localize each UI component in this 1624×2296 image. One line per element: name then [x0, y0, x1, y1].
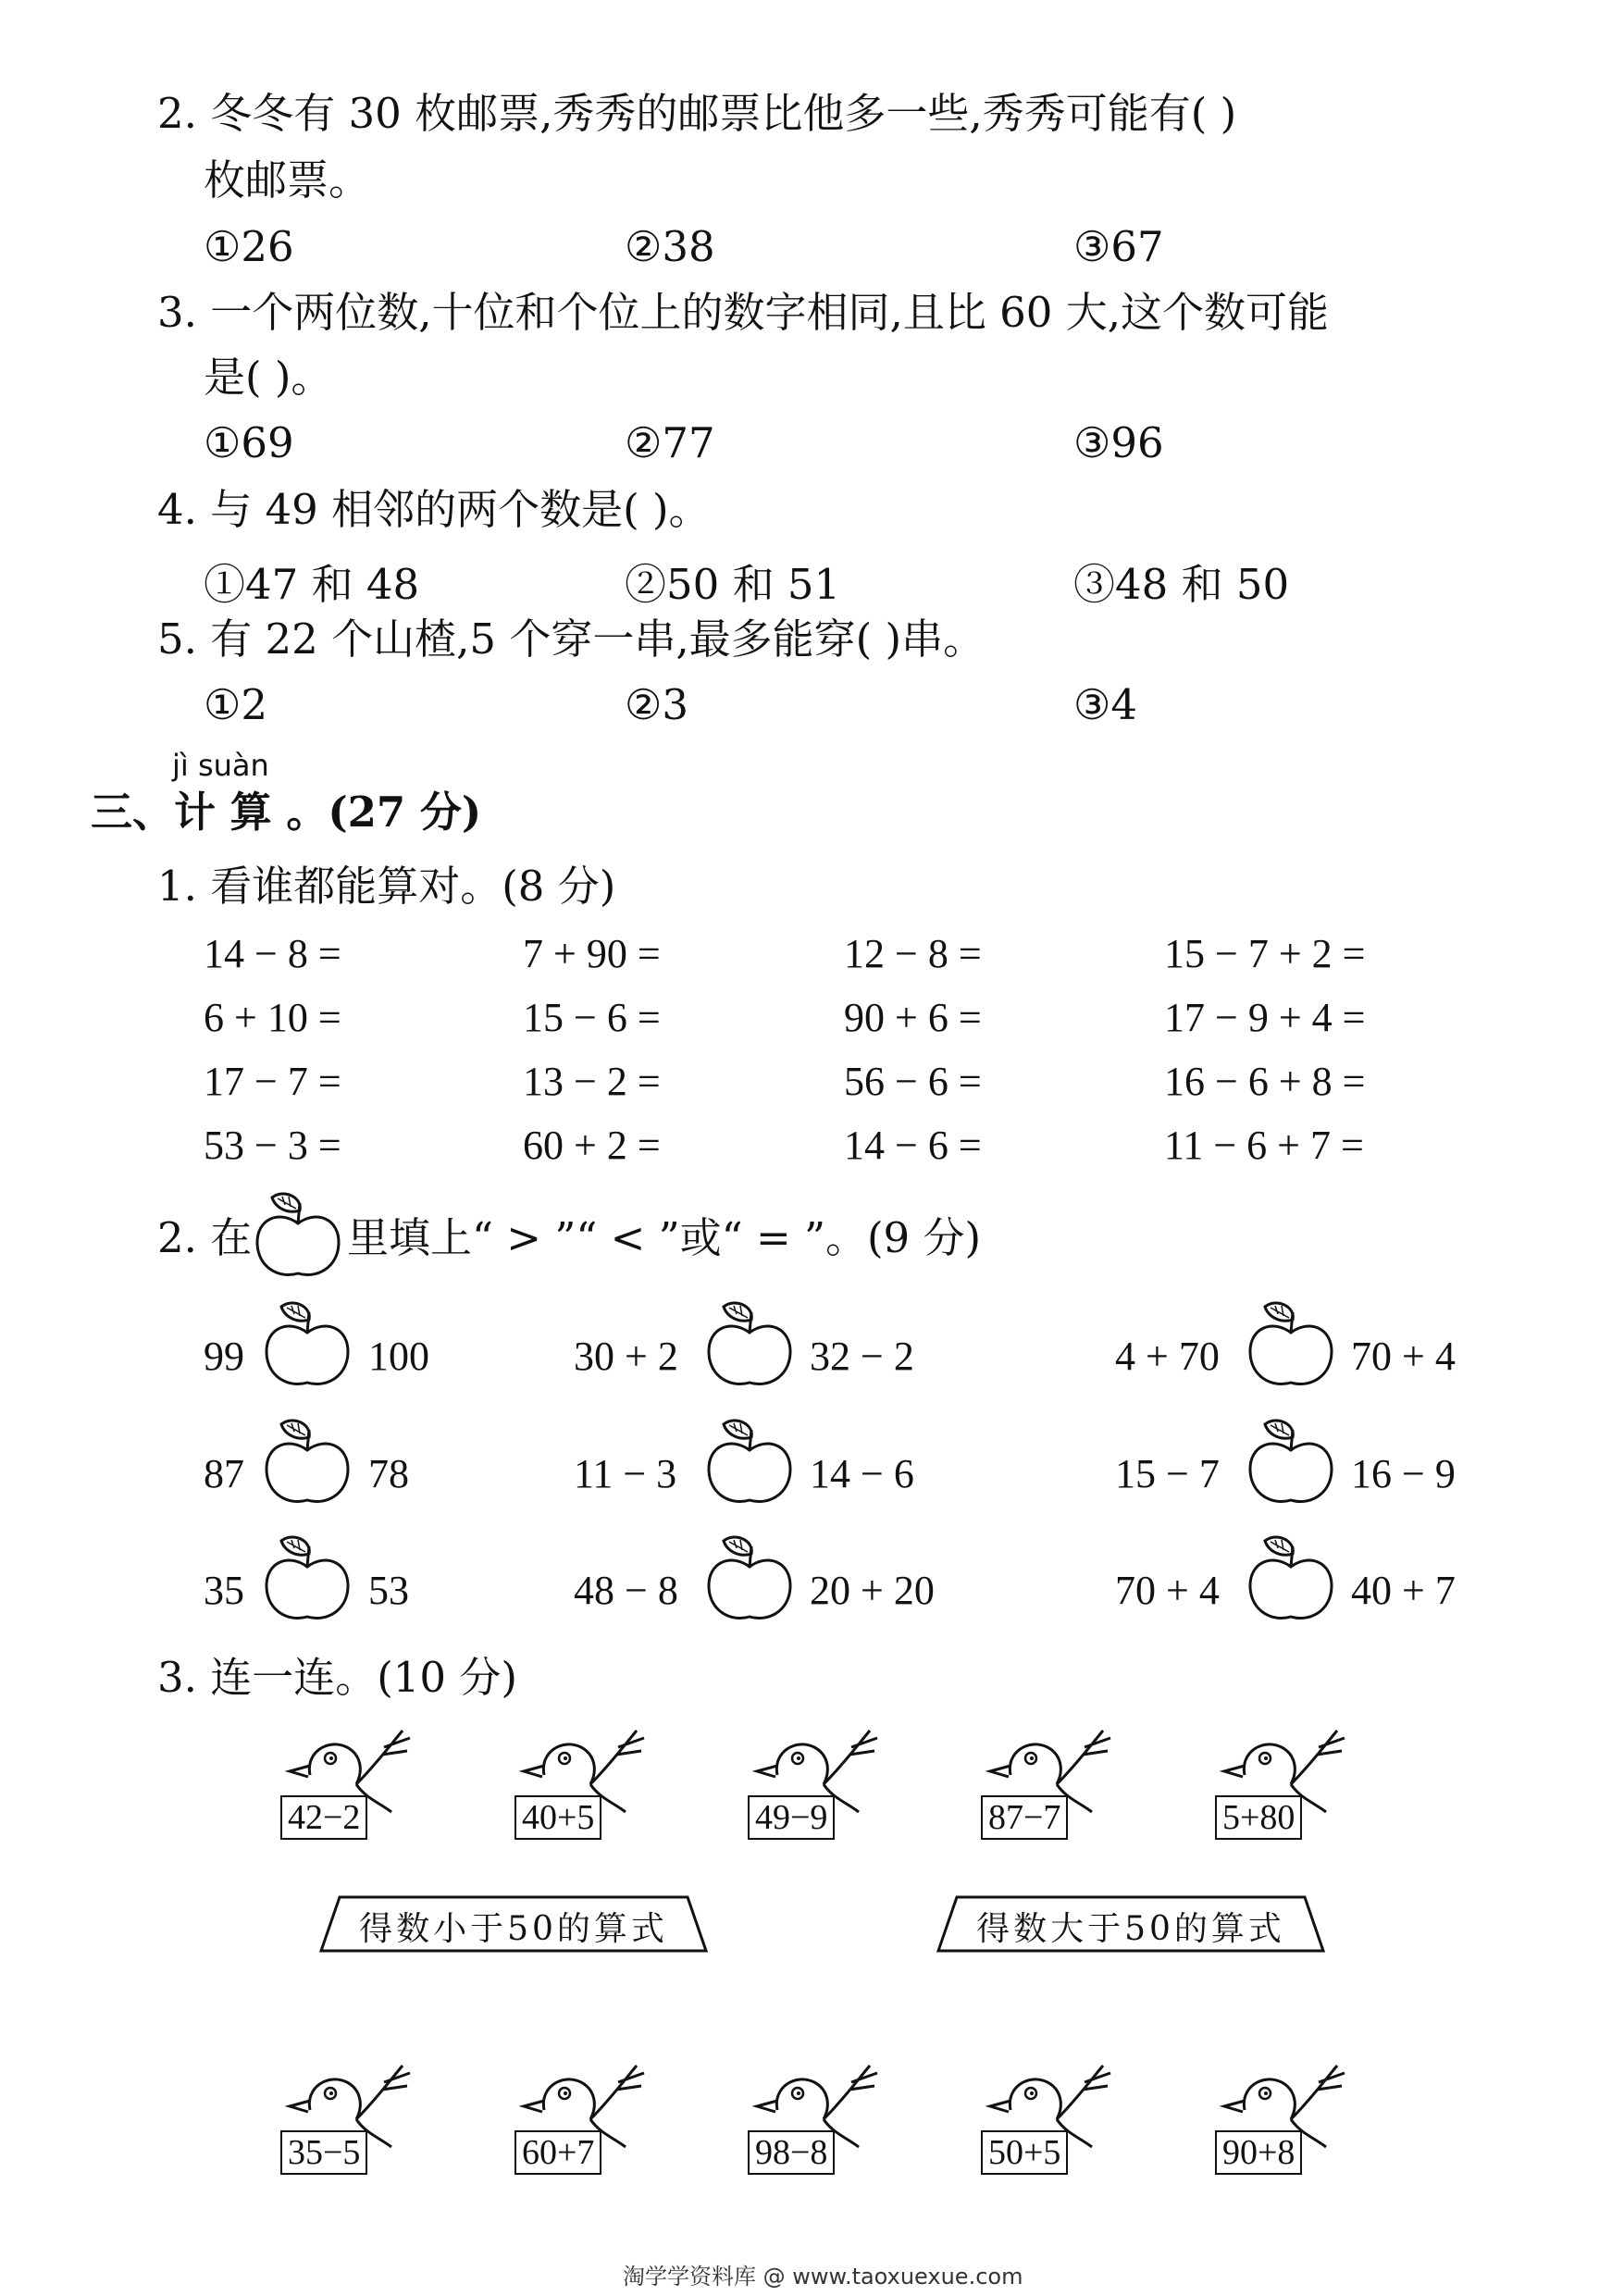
bird-expression: 49−9: [748, 1795, 835, 1840]
q3-option-1[interactable]: ①69: [204, 418, 294, 467]
bird-card[interactable]: [273, 1710, 421, 1849]
q2-option-2[interactable]: ②38: [625, 222, 715, 271]
q5-option-3[interactable]: ③4: [1073, 680, 1137, 729]
bird-expression: 90+8: [1215, 2130, 1302, 2175]
calc-item: 53 − 3 =: [204, 1123, 341, 1168]
compare-right: 40 + 7: [1351, 1568, 1456, 1613]
q3-option-2[interactable]: ②77: [625, 418, 715, 467]
compare-left: 99: [204, 1334, 244, 1379]
compare-left: 48 − 8: [574, 1568, 678, 1613]
compare-left: 35: [204, 1568, 244, 1613]
bird-card[interactable]: [1208, 2045, 1356, 2184]
q4-option-3[interactable]: ③48 和 50: [1073, 560, 1290, 609]
bird-card[interactable]: [740, 1710, 888, 1849]
apple-blank-icon[interactable]: [261, 1413, 353, 1510]
compare-left: 4 + 70: [1115, 1334, 1220, 1379]
apple-blank-icon[interactable]: [1245, 1413, 1337, 1510]
calc-item: 17 − 7 =: [204, 1059, 341, 1104]
q5-option-1[interactable]: ①2: [204, 680, 267, 729]
bird-card[interactable]: [507, 2045, 655, 2184]
sub2-title-post: 里填上“ > ”“ < ”或“ = ”。(9 分): [347, 1213, 982, 1262]
bird-card[interactable]: [1208, 1710, 1356, 1849]
q2-option-3[interactable]: ③67: [1073, 222, 1164, 271]
compare-right: 32 − 2: [810, 1334, 914, 1379]
calc-item: 90 + 6 =: [844, 995, 982, 1040]
sub2-title-pre: 2. 在: [157, 1213, 253, 1262]
calc-item: 14 − 8 =: [204, 931, 341, 976]
bird-expression: 87−7: [981, 1795, 1068, 1840]
bird-expression: 40+5: [514, 1795, 601, 1840]
compare-right: 53: [368, 1568, 409, 1613]
bird-card[interactable]: [507, 1710, 655, 1849]
bird-card[interactable]: [273, 2045, 421, 2184]
banner-label: 得数大于50的算式: [976, 1910, 1285, 1948]
apple-blank-icon[interactable]: [703, 1296, 796, 1393]
banner-greater-than-50[interactable]: [936, 1895, 1325, 1953]
calc-item: 17 − 9 + 4 =: [1164, 995, 1366, 1040]
compare-left: 30 + 2: [574, 1334, 678, 1379]
apple-blank-icon[interactable]: [703, 1530, 796, 1627]
calc-item: 16 − 6 + 8 =: [1164, 1059, 1366, 1104]
bird-expression: 35−5: [280, 2130, 367, 2175]
calc-item: 56 − 6 =: [844, 1059, 982, 1104]
q4-option-2[interactable]: ②50 和 51: [625, 560, 841, 609]
section3-title: 三、计 算 。(27 分): [91, 788, 482, 837]
calc-item: 7 + 90 =: [523, 931, 661, 976]
calc-item: 12 − 8 =: [844, 931, 982, 976]
q3-line1: 3. 一个两位数,十位和个位上的数字相同,且比 60 大,这个数可能: [157, 288, 1330, 337]
calc-item: 6 + 10 =: [204, 995, 341, 1040]
q3-option-3[interactable]: ③96: [1073, 418, 1164, 467]
sub3-title: 3. 连一连。(10 分): [157, 1653, 517, 1702]
apple-blank-icon[interactable]: [703, 1413, 796, 1510]
section3-pinyin: jì suàn: [172, 748, 269, 783]
compare-right: 100: [368, 1334, 429, 1379]
banner-less-than-50[interactable]: [319, 1895, 708, 1953]
q2-option-1[interactable]: ①26: [204, 222, 294, 271]
q2-line1: 2. 冬冬有 30 枚邮票,秀秀的邮票比他多一些,秀秀可能有( ): [157, 89, 1237, 138]
compare-right: 70 + 4: [1351, 1334, 1456, 1379]
apple-icon: [252, 1186, 344, 1284]
calc-item: 15 − 7 + 2 =: [1164, 931, 1366, 976]
bird-expression: 5+80: [1215, 1795, 1302, 1840]
compare-left: 70 + 4: [1115, 1568, 1220, 1613]
compare-left: 11 − 3: [574, 1451, 677, 1496]
bird-expression: 98−8: [748, 2130, 835, 2175]
compare-left: 15 − 7: [1115, 1451, 1220, 1496]
calc-item: 60 + 2 =: [523, 1123, 661, 1168]
q2-line2: 枚邮票。: [204, 155, 371, 205]
bird-card[interactable]: [973, 1710, 1122, 1849]
q5-option-2[interactable]: ②3: [625, 680, 688, 729]
banner-label: 得数小于50的算式: [359, 1910, 668, 1948]
apple-blank-icon[interactable]: [1245, 1530, 1337, 1627]
q5-line1: 5. 有 22 个山楂,5 个穿一串,最多能穿( )串。: [157, 614, 986, 664]
calc-item: 15 − 6 =: [523, 995, 661, 1040]
bird-card[interactable]: [973, 2045, 1122, 2184]
q3-line2: 是( )。: [204, 353, 333, 402]
apple-blank-icon[interactable]: [1245, 1296, 1337, 1393]
q4-option-1[interactable]: ①47 和 48: [204, 560, 420, 609]
compare-left: 87: [204, 1451, 244, 1496]
compare-right: 16 − 9: [1351, 1451, 1456, 1496]
sub1-title: 1. 看谁都能算对。(8 分): [157, 862, 616, 911]
footer-watermark: 淘学学资料库 @ www.taoxuexue.com: [623, 2264, 1023, 2290]
bird-expression: 50+5: [981, 2130, 1068, 2175]
calc-item: 14 − 6 =: [844, 1123, 982, 1168]
apple-blank-icon[interactable]: [261, 1296, 353, 1393]
apple-blank-icon[interactable]: [261, 1530, 353, 1627]
bird-expression: 42−2: [280, 1795, 367, 1840]
compare-right: 20 + 20: [810, 1568, 935, 1613]
calc-item: 13 − 2 =: [523, 1059, 661, 1104]
calc-item: 11 − 6 + 7 =: [1164, 1123, 1364, 1168]
bird-card[interactable]: [740, 2045, 888, 2184]
compare-right: 14 − 6: [810, 1451, 914, 1496]
compare-right: 78: [368, 1451, 409, 1496]
bird-expression: 60+7: [514, 2130, 601, 2175]
q4-line1: 4. 与 49 相邻的两个数是( )。: [157, 485, 711, 534]
